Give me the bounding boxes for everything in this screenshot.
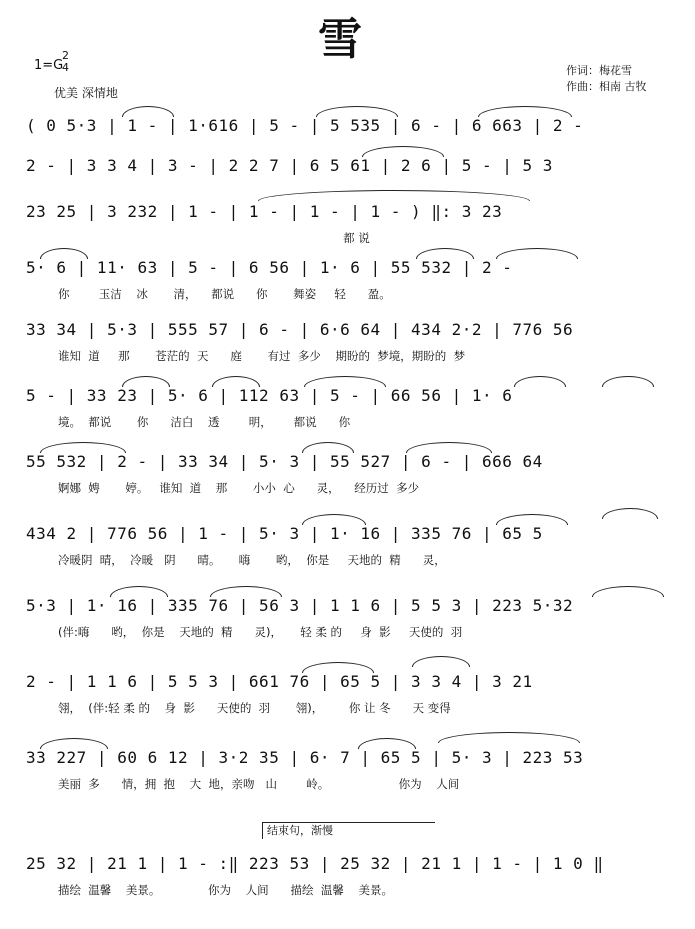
notation-line: 25 32 | 21 1 | 1 - :‖ 223 53 | 25 32 | 21 1 | 1 - | 1 0 ‖	[26, 854, 604, 873]
score-row-3	[26, 194, 676, 245]
time-signature-bottom: 4	[62, 61, 69, 74]
notation-line: 23 25 | 3 232 | 1 - | 1 - | 1 - | 1 - ) ‖: 3 23	[26, 202, 503, 221]
time-signature-top: 2	[62, 49, 69, 62]
lyric-line: 境。 都说 你 洁白 透 明， 都说 你	[58, 415, 351, 429]
score-row-2	[26, 148, 676, 184]
ending-bracket: 结束句，渐慢	[262, 822, 435, 839]
lyric-line: 描绘 温馨 美景。 你为 人间 描绘 温馨 美景。	[58, 883, 393, 897]
lyric-line: 谁知 道 那 苍茫的 天 庭 有过 多少 期盼的 梦境，期盼的 梦	[58, 349, 466, 363]
lyric-line: 冷暖阴 晴， 冷暖 阴 晴。 嗨 哟， 你是 天地的 精 灵，	[58, 553, 446, 567]
lyric-line: 美丽 多 情，拥 抱 大 地，亲吻 山 岭。 你为 人间	[58, 777, 460, 791]
score-row-10	[26, 664, 676, 715]
score-row-9	[26, 588, 676, 639]
lyric-line: (伴:嗨 哟， 你是 天地的 精 灵)， 轻 柔 的 身 影 天使的 羽	[58, 625, 463, 639]
score-row-1	[26, 108, 676, 144]
key-signature: 1=G	[34, 58, 64, 73]
lyric-line: 都 说	[58, 231, 370, 245]
notation-line: ( 0 5·3 | 1 - | 1·616 | 5 - | 5 535 | 6 - | 6 663 | 2 -	[26, 116, 584, 135]
score-row-12	[26, 846, 676, 897]
slur	[592, 586, 664, 597]
notation-line: 5 - | 33 23 | 5· 6 | 112 63 | 5 - | 66 56 | 1· 6	[26, 386, 513, 405]
notation-line: 2 - | 1 1 6 | 5 5 3 | 661 76 | 65 5 | 3 3 4 | 3 21	[26, 672, 533, 691]
lyric-line: 翎， (伴:轻 柔 的 身 影 天使的 羽 翎)， 你 让 冬 天 变得	[58, 701, 451, 715]
tie	[258, 190, 530, 201]
tie	[412, 656, 470, 667]
notation-line: 33 227 | 60 6 12 | 3·2 35 | 6· 7 | 65 5 | 5· 3 | 223 53	[26, 748, 584, 767]
score-row-4	[26, 250, 676, 301]
composer-credit: 作曲：相南 古牧	[566, 80, 647, 93]
slur	[514, 376, 566, 387]
notation-line: 5·3 | 1· 16 | 335 76 | 56 3 | 1 1 6 | 5 5 3 | 223 5·32	[26, 596, 574, 615]
tempo-marking: 优美 深情地	[54, 86, 118, 100]
score-row-8	[26, 516, 676, 567]
notation-line: 55 532 | 2 - | 33 34 | 5· 3 | 55 527 | 6 - | 666 64	[26, 452, 543, 471]
lyric-line: 婀娜 娉 婷。 谁知 道 那 小小 心 灵， 经历过 多少	[58, 481, 420, 495]
lyric-line: 你 玉洁 冰 清， 都说 你 舞姿 轻 盈。	[58, 287, 391, 301]
tie	[438, 732, 580, 743]
score-row-5	[26, 312, 676, 363]
notation-line: 2 - | 3 3 4 | 3 - | 2 2 7 | 6 5 61 | 2 6 | 5 - | 5 3	[26, 156, 553, 175]
score-row-11	[26, 740, 676, 791]
notation-line: 434 2 | 776 56 | 1 - | 5· 3 | 1· 16 | 335 76 | 65 5	[26, 524, 543, 543]
song-title: 雪	[318, 14, 362, 65]
slur	[602, 376, 654, 387]
score-row-6	[26, 378, 676, 429]
notation-line: 33 34 | 5·3 | 555 57 | 6 - | 6·6 64 | 434 2·2 | 776 56	[26, 320, 574, 339]
notation-line: 5· 6 | 11· 63 | 5 - | 6 56 | 1· 6 | 55 532 | 2 -	[26, 258, 513, 277]
score-row-7	[26, 444, 676, 495]
lyricist-credit: 作词：梅花雪	[566, 64, 632, 77]
tie	[602, 508, 658, 519]
time-signature	[62, 50, 69, 74]
